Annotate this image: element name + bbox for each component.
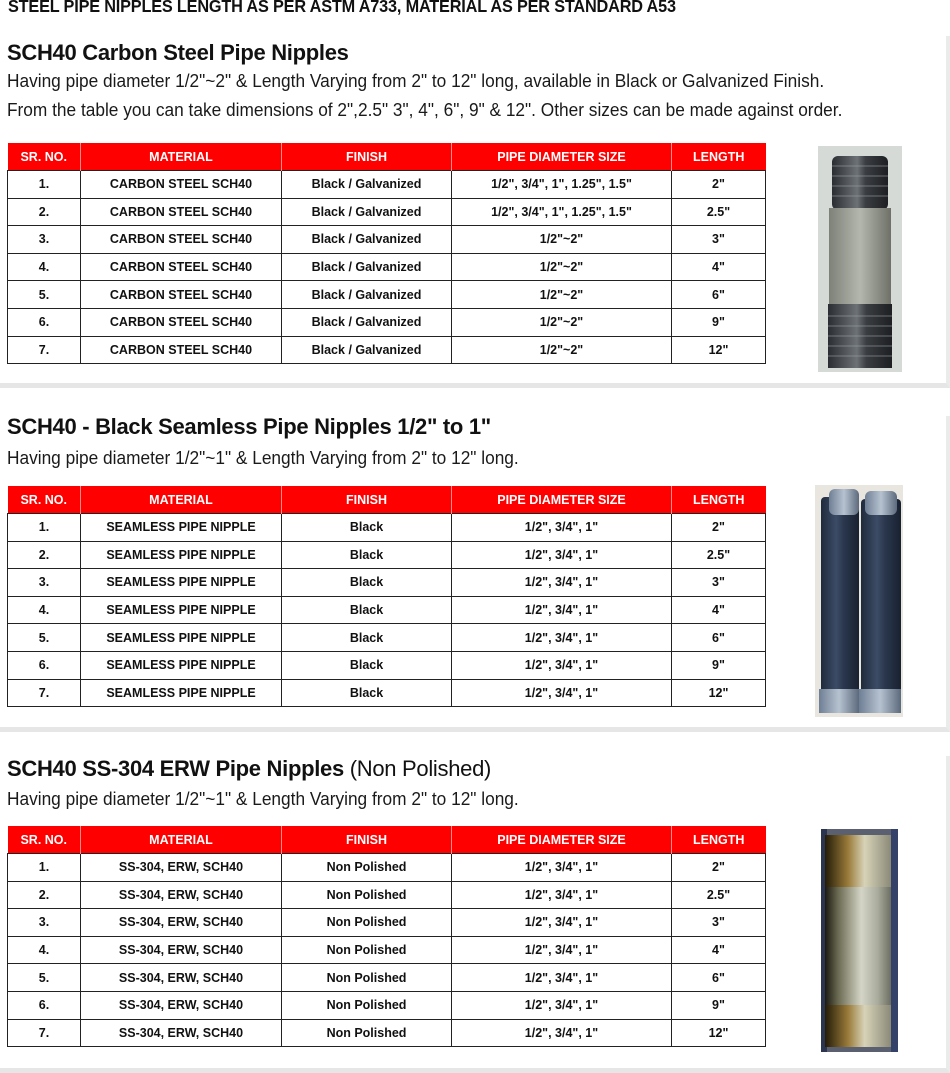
- section-title-bold: SCH40 - Black Seamless Pipe Nipples 1/2" to 1": [7, 414, 491, 439]
- table-row: [8, 569, 766, 597]
- cell-finish: Non Polished: [282, 909, 452, 937]
- cell-material: CARBON STEEL SCH40: [81, 336, 282, 364]
- cell-sr-no: 2.: [8, 198, 81, 226]
- cell-pipe-diameter: 1/2", 3/4", 1": [452, 1019, 672, 1047]
- cell-finish: Black: [282, 679, 452, 707]
- cell-length: 6": [672, 281, 766, 309]
- cell-sr-no: 7.: [8, 679, 81, 707]
- table-row: [8, 281, 766, 309]
- table-row: [8, 308, 766, 336]
- cell-pipe-diameter: 1/2", 3/4", 1": [452, 936, 672, 964]
- cell-finish: Non Polished: [282, 854, 452, 882]
- cell-length: 6": [672, 964, 766, 992]
- cell-pipe-diameter: 1/2", 3/4", 1": [452, 514, 672, 542]
- cell-sr-no: 4.: [8, 596, 81, 624]
- header-col-pipe-diameter: PIPE DIAMETER SIZE: [452, 486, 672, 514]
- cell-pipe-diameter: 1/2", 3/4", 1", 1.25", 1.5": [452, 198, 672, 226]
- header-col-material: MATERIAL: [81, 143, 282, 171]
- cell-sr-no: 3.: [8, 569, 81, 597]
- cell-finish: Black / Galvanized: [282, 253, 452, 281]
- header-col-finish: FINISH: [282, 486, 452, 514]
- cell-sr-no: 1.: [8, 854, 81, 882]
- ss304-nipple-image: [821, 829, 898, 1052]
- header-col-length: LENGTH: [672, 143, 766, 171]
- header-col-sr-no: SR. NO.: [8, 486, 81, 514]
- table-row: [8, 991, 766, 1019]
- cell-sr-no: 3.: [8, 226, 81, 254]
- cell-material: SEAMLESS PIPE NIPPLE: [81, 569, 282, 597]
- cell-material: CARBON STEEL SCH40: [81, 281, 282, 309]
- cell-sr-no: 7.: [8, 336, 81, 364]
- cell-length: 3": [672, 569, 766, 597]
- section-description-line: Having pipe diameter 1/2"~1" & Length Varying from 2" to 12" long.: [7, 448, 519, 468]
- table-header-row: [8, 486, 766, 514]
- cell-material: SEAMLESS PIPE NIPPLE: [81, 514, 282, 542]
- section-title: [7, 40, 349, 66]
- cell-sr-no: 5.: [8, 624, 81, 652]
- table-row: [8, 881, 766, 909]
- cell-length: 4": [672, 596, 766, 624]
- cell-material: SS-304, ERW, SCH40: [81, 991, 282, 1019]
- header-col-sr-no: SR. NO.: [8, 143, 81, 171]
- table-row: [8, 514, 766, 542]
- cell-finish: Black: [282, 651, 452, 679]
- table-row: [8, 964, 766, 992]
- cell-pipe-diameter: 1/2", 3/4", 1": [452, 651, 672, 679]
- cell-finish: Non Polished: [282, 991, 452, 1019]
- table-header-row: [8, 143, 766, 171]
- table-row: [8, 651, 766, 679]
- cell-finish: Black / Galvanized: [282, 308, 452, 336]
- cell-length: 9": [672, 991, 766, 1019]
- cell-finish: Black: [282, 596, 452, 624]
- cell-pipe-diameter: 1/2"~2": [452, 281, 672, 309]
- table-row: [8, 854, 766, 882]
- cell-length: 12": [672, 1019, 766, 1047]
- cell-finish: Non Polished: [282, 1019, 452, 1047]
- table-row: [8, 624, 766, 652]
- table-row: [8, 936, 766, 964]
- cell-length: 2.5": [672, 198, 766, 226]
- section-title-light: (Non Polished): [343, 756, 492, 781]
- cell-material: SEAMLESS PIPE NIPPLE: [81, 624, 282, 652]
- cell-length: 2.5": [672, 881, 766, 909]
- cell-sr-no: 7.: [8, 1019, 81, 1047]
- page-title: STEEL PIPE NIPPLES LENGTH AS PER ASTM A733, MATERIAL AS PER STANDARD A53: [8, 0, 676, 16]
- cell-length: 2.5": [672, 541, 766, 569]
- cell-material: SS-304, ERW, SCH40: [81, 854, 282, 882]
- header-col-sr-no: SR. NO.: [8, 826, 81, 854]
- section-description-line: Having pipe diameter 1/2"~1" & Length Varying from 2" to 12" long.: [7, 789, 519, 809]
- cell-pipe-diameter: 1/2", 3/4", 1": [452, 881, 672, 909]
- cell-length: 12": [672, 336, 766, 364]
- header-col-material: MATERIAL: [81, 486, 282, 514]
- cell-pipe-diameter: 1/2"~2": [452, 226, 672, 254]
- cell-material: SS-304, ERW, SCH40: [81, 881, 282, 909]
- table-row: [8, 1019, 766, 1047]
- table-row: [8, 226, 766, 254]
- cell-sr-no: 2.: [8, 541, 81, 569]
- cell-material: CARBON STEEL SCH40: [81, 253, 282, 281]
- cell-finish: Non Polished: [282, 936, 452, 964]
- cell-pipe-diameter: 1/2", 3/4", 1": [452, 964, 672, 992]
- header-col-finish: FINISH: [282, 826, 452, 854]
- cell-sr-no: 2.: [8, 881, 81, 909]
- spec-table-black-seamless: [7, 486, 766, 707]
- spec-table-carbon-steel: [7, 143, 766, 364]
- cell-material: SS-304, ERW, SCH40: [81, 1019, 282, 1047]
- cell-sr-no: 4.: [8, 936, 81, 964]
- table-row: [8, 679, 766, 707]
- cell-pipe-diameter: 1/2", 3/4", 1": [452, 596, 672, 624]
- cell-length: 2": [672, 854, 766, 882]
- cell-pipe-diameter: 1/2", 3/4", 1": [452, 569, 672, 597]
- cell-sr-no: 5.: [8, 281, 81, 309]
- table-row: [8, 596, 766, 624]
- cell-length: 12": [672, 679, 766, 707]
- cell-pipe-diameter: 1/2"~2": [452, 336, 672, 364]
- cell-finish: Black: [282, 541, 452, 569]
- cell-material: SEAMLESS PIPE NIPPLE: [81, 541, 282, 569]
- cell-length: 9": [672, 308, 766, 336]
- cell-material: SS-304, ERW, SCH40: [81, 909, 282, 937]
- cell-material: CARBON STEEL SCH40: [81, 171, 282, 199]
- cell-material: SS-304, ERW, SCH40: [81, 936, 282, 964]
- table-row: [8, 541, 766, 569]
- cell-finish: Non Polished: [282, 881, 452, 909]
- section-title-bold: SCH40 Carbon Steel Pipe Nipples: [7, 40, 349, 65]
- cell-material: CARBON STEEL SCH40: [81, 198, 282, 226]
- cell-length: 4": [672, 936, 766, 964]
- cell-pipe-diameter: 1/2", 3/4", 1": [452, 541, 672, 569]
- cell-finish: Black: [282, 569, 452, 597]
- cell-pipe-diameter: 1/2", 3/4", 1", 1.25", 1.5": [452, 171, 672, 199]
- table-row: [8, 336, 766, 364]
- carbon-steel-nipple-image: [818, 146, 902, 372]
- table-row: [8, 171, 766, 199]
- cell-finish: Black / Galvanized: [282, 281, 452, 309]
- cell-finish: Non Polished: [282, 964, 452, 992]
- cell-material: SEAMLESS PIPE NIPPLE: [81, 679, 282, 707]
- table-row: [8, 909, 766, 937]
- cell-finish: Black / Galvanized: [282, 226, 452, 254]
- cell-pipe-diameter: 1/2", 3/4", 1": [452, 854, 672, 882]
- cell-length: 2": [672, 514, 766, 542]
- header-col-length: LENGTH: [672, 486, 766, 514]
- header-col-pipe-diameter: PIPE DIAMETER SIZE: [452, 826, 672, 854]
- section-description-line: Having pipe diameter 1/2"~2" & Length Varying from 2" to 12" long, available in Black or Galvanized Finish.: [7, 71, 825, 91]
- cell-finish: Black: [282, 514, 452, 542]
- cell-pipe-diameter: 1/2", 3/4", 1": [452, 909, 672, 937]
- section-title-bold: SCH40 SS-304 ERW Pipe Nipples: [7, 756, 344, 781]
- cell-length: 9": [672, 651, 766, 679]
- cell-pipe-diameter: 1/2"~2": [452, 308, 672, 336]
- header-col-material: MATERIAL: [81, 826, 282, 854]
- cell-finish: Black / Galvanized: [282, 336, 452, 364]
- cell-sr-no: 6.: [8, 991, 81, 1019]
- cell-finish: Black: [282, 624, 452, 652]
- black-seamless-nipples-image: [815, 485, 903, 717]
- cell-material: SEAMLESS PIPE NIPPLE: [81, 596, 282, 624]
- table-row: [8, 253, 766, 281]
- spec-table-ss304: [7, 826, 766, 1047]
- table-row: [8, 198, 766, 226]
- header-col-length: LENGTH: [672, 826, 766, 854]
- cell-material: CARBON STEEL SCH40: [81, 308, 282, 336]
- cell-sr-no: 5.: [8, 964, 81, 992]
- cell-sr-no: 6.: [8, 308, 81, 336]
- cell-length: 3": [672, 909, 766, 937]
- cell-pipe-diameter: 1/2", 3/4", 1": [452, 624, 672, 652]
- cell-material: SS-304, ERW, SCH40: [81, 964, 282, 992]
- cell-length: 2": [672, 171, 766, 199]
- cell-length: 3": [672, 226, 766, 254]
- cell-sr-no: 1.: [8, 514, 81, 542]
- cell-material: CARBON STEEL SCH40: [81, 226, 282, 254]
- cell-pipe-diameter: 1/2", 3/4", 1": [452, 991, 672, 1019]
- section-description-line: From the table you can take dimensions of 2",2.5" 3", 4", 6", 9" & 12". Other sizes can be made against order.: [7, 100, 843, 120]
- cell-sr-no: 3.: [8, 909, 81, 937]
- cell-length: 6": [672, 624, 766, 652]
- cell-length: 4": [672, 253, 766, 281]
- header-col-finish: FINISH: [282, 143, 452, 171]
- cell-pipe-diameter: 1/2", 3/4", 1": [452, 679, 672, 707]
- cell-finish: Black / Galvanized: [282, 171, 452, 199]
- section-title: [7, 414, 491, 440]
- section-title: [7, 756, 491, 782]
- header-col-pipe-diameter: PIPE DIAMETER SIZE: [452, 143, 672, 171]
- table-header-row: [8, 826, 766, 854]
- cell-sr-no: 6.: [8, 651, 81, 679]
- cell-finish: Black / Galvanized: [282, 198, 452, 226]
- cell-sr-no: 1.: [8, 171, 81, 199]
- cell-material: SEAMLESS PIPE NIPPLE: [81, 651, 282, 679]
- cell-sr-no: 4.: [8, 253, 81, 281]
- cell-pipe-diameter: 1/2"~2": [452, 253, 672, 281]
